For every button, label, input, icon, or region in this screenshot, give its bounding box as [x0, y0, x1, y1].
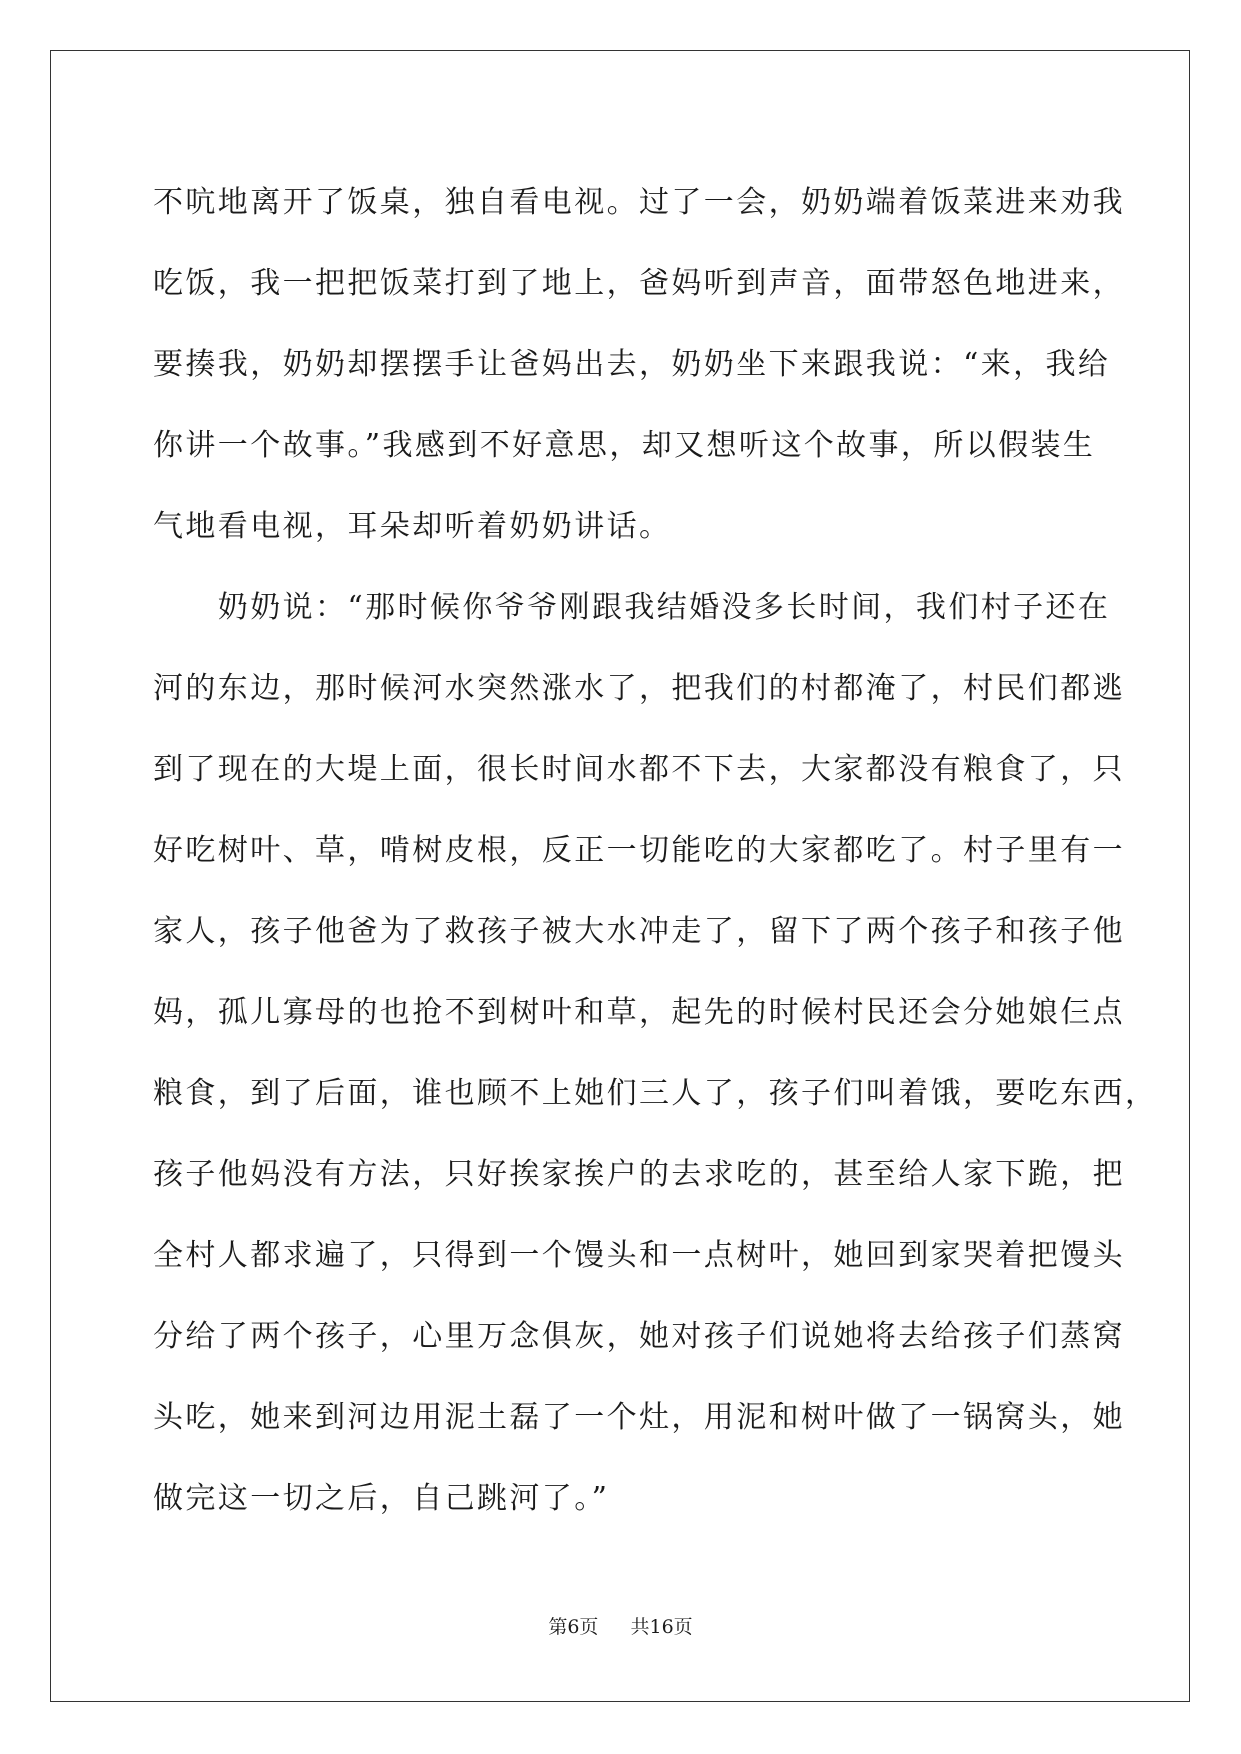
- page-footer: [0, 1612, 1241, 1639]
- text-line-11: 妈，孤儿寡母的也抢不到树叶和草，起先的时候村民还会分她娘仨点: [153, 995, 1125, 1030]
- page-number: 第6页: [548, 1616, 599, 1638]
- page-total: 共16页: [630, 1616, 693, 1638]
- text-line-6: 奶奶说：“那时候你爷爷刚跟我结婚没多长时间，我们村子还在: [153, 590, 1111, 625]
- text-line-16: 头吃，她来到河边用泥土磊了一个灶，用泥和树叶做了一锅窝头，她: [153, 1400, 1125, 1435]
- text-line-4: 你讲一个故事。”我感到不好意思，却又想听这个故事，所以假装生: [153, 428, 1096, 463]
- text-line-9: 好吃树叶、草，啃树皮根，反正一切能吃的大家都吃了。村子里有一: [153, 833, 1125, 868]
- text-line-12: 粮食，到了后面，谁也顾不上她们三人了，孩子们叫着饿，要吃东西，: [153, 1076, 1158, 1111]
- text-line-13: 孩子他妈没有方法，只好挨家挨户的去求吃的，甚至给人家下跪，把: [153, 1157, 1125, 1192]
- text-line-14: 全村人都求遍了，只得到一个馒头和一点树叶，她回到家哭着把馒头: [153, 1238, 1125, 1273]
- text-line-2: 吃饭，我一把把饭菜打到了地上，爸妈听到声音，面带怒色地进来，: [153, 266, 1125, 301]
- text-line-5: 气地看电视，耳朵却听着奶奶讲话。: [153, 509, 672, 544]
- text-line-1: 不吭地离开了饭桌，独自看电视。过了一会，奶奶端着饭菜进来劝我: [153, 185, 1125, 220]
- text-line-8: 到了现在的大堤上面，很长时间水都不下去，大家都没有粮食了，只: [153, 752, 1125, 787]
- text-line-17: 做完这一切之后，自己跳河了。”: [153, 1481, 610, 1516]
- text-line-7: 河的东边，那时候河水突然涨水了，把我们的村都淹了，村民们都逃: [153, 671, 1125, 706]
- text-line-3: 要揍我，奶奶却摆摆手让爸妈出去，奶奶坐下来跟我说：“来，我给: [153, 347, 1111, 382]
- text-line-10: 家人，孩子他爸为了救孩子被大水冲走了，留下了两个孩子和孩子他: [153, 914, 1125, 949]
- body-text: [153, 162, 1158, 1539]
- text-line-15: 分给了两个孩子，心里万念俱灰，她对孩子们说她将去给孩子们蒸窝: [153, 1319, 1125, 1354]
